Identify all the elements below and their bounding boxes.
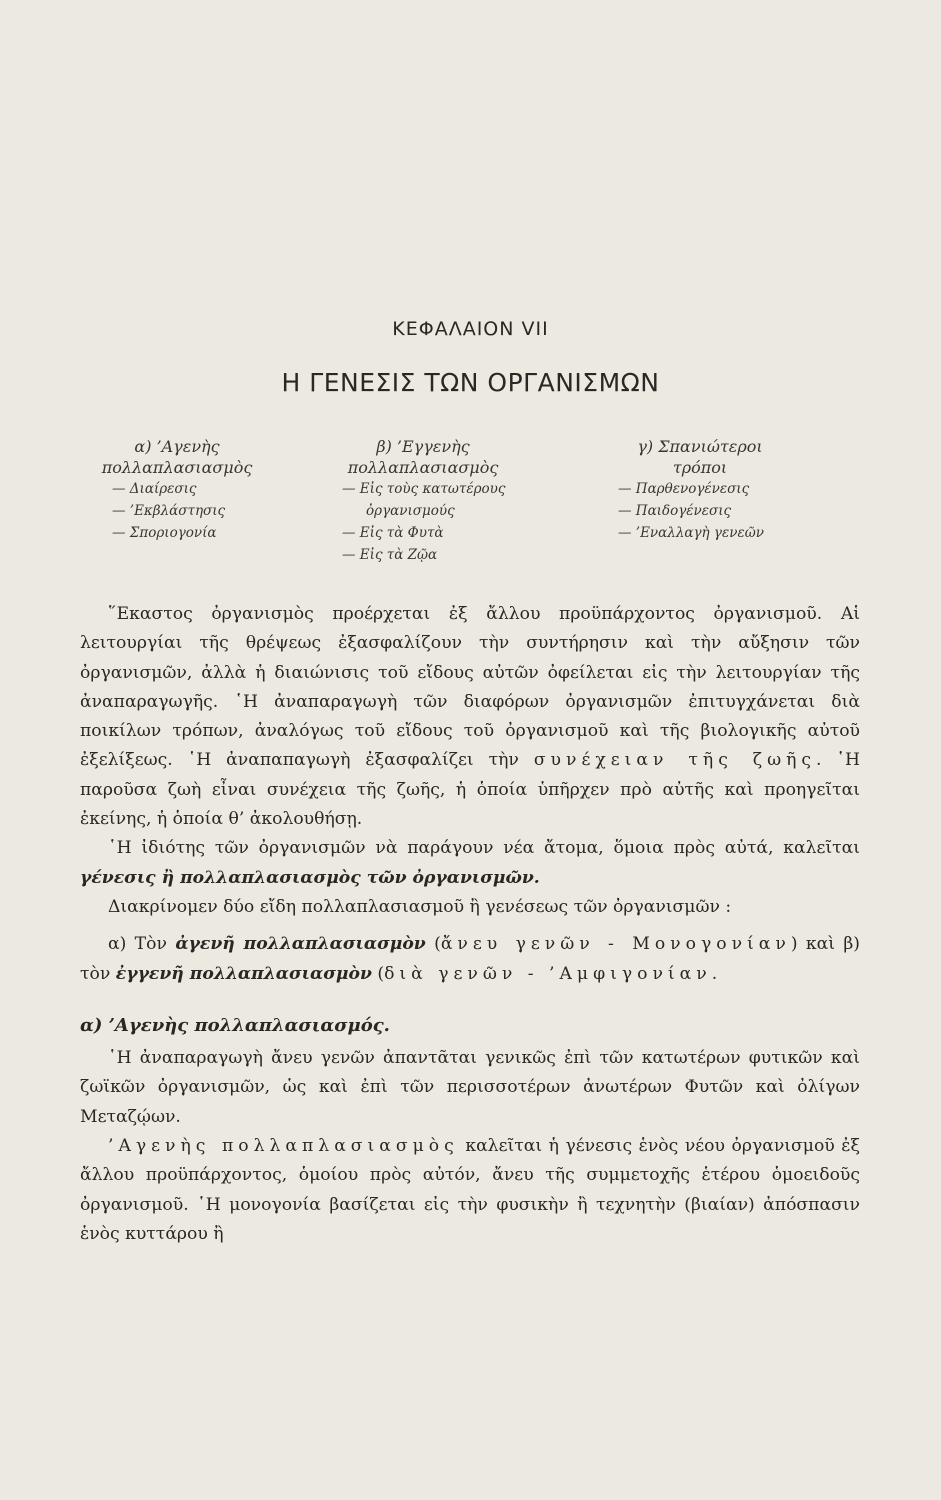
outline-item: — ’Εναλλαγὴ γενεῶν (618, 525, 764, 541)
outline-item: — Εἰς τὰ Φυτὰ (342, 525, 444, 541)
paragraph (80, 893, 860, 922)
emphasis-spaced: ’Αγενὴς πολλαπλασιασμὸς (108, 1136, 459, 1157)
paragraph (80, 930, 860, 989)
emphasis-spaced: ἄνευ γενῶν - Μονογονίαν (440, 934, 791, 955)
text: Διακρίνομεν δύο εἴδη πολλαπλασιασμοῦ ἢ γενέσεως τῶν ὀργανισμῶν : (108, 896, 732, 917)
outline-item: — Σποριογονία (112, 525, 217, 541)
text: ῾Η ἀναπαραγωγὴ ἄνευ γενῶν ἀπαντᾶται γενικῶς ἐπὶ τῶν κατωτέρων φυτικῶν καὶ ζωϊκῶν ὀργανισμῶν, ὡς καὶ ἐπὶ τῶν περισσοτέρων ἀνωτέρων Φυτῶν καὶ ὀλίγων Μεταζῴων. (80, 1048, 860, 1127)
outline-heading: τρόποι (672, 458, 728, 477)
outline-column-rarer (600, 436, 800, 544)
outline-item: ὀργανισμούς (366, 503, 455, 519)
body-text (80, 600, 860, 1249)
outline-item: — Εἰς τὰ Ζῷα (342, 547, 438, 563)
chapter-label: ΚΕΦΑΛΑΙΟΝ VII (392, 318, 549, 340)
text: ῞Εκαστος ὀργανισμὸς προέρχεται ἐξ ἄλλου προϋπάρχοντος ὀργανισμοῦ. Αἱ λειτουργίαι τῆς θρέψεως ἐξασφαλίζουν τὴν συντήρησιν καὶ τὴν αὔξησιν τῶν ὀργανισμῶν, ἀλλὰ ἡ διαιώνισις τοῦ εἴδους αὐτῶν ὀφείλεται εἰς τὴν λειτουργίαν τῆς ἀναπαραγωγῆς. ῾Η ἀναπαραγωγὴ τῶν διαφόρων ὀργανισμῶν ἐπιτυγχάνεται διὰ ποικίλων τρόπων, ἀναλόγως τοῦ εἴδους τοῦ ὀργανισμοῦ καὶ τῆς βιολογικῆς αὐτοῦ ἐξελίξεως. ῾Η ἀναπαπαγωγὴ ἐξασφαλίζει τὴν (80, 604, 860, 771)
paragraph (80, 1044, 860, 1132)
text: καλεῖται ἡ γένεσις ἑνὸς νέου ὀργανισμοῦ ἐξ ἄλλου προϋπάρχοντος, ὁμοίου πρὸς αὐτόν, ἄνευ τῆς συμμετοχῆς ἑτέρου ὁμοειδοῦς ὀργανισμοῦ. ῾Η μονογονία βασίζεται εἰς τὴν φυσικὴν ἢ τεχνητὴν (βιαίαν) ἀπόσπασιν ἑνὸς κυττάρου ἢ (80, 1136, 860, 1244)
outline-item: — Διαίρεσις (112, 481, 197, 497)
outline-column-sexual (318, 436, 528, 566)
outline-item: — Παρθενογένεσις (618, 481, 750, 497)
paragraph (80, 834, 860, 893)
text: α) Τὸν (108, 934, 167, 955)
chapter-title: Η ΓΕΝΕΣΙΣ ΤΩΝ ΟΡΓΑΝΙΣΜΩΝ (281, 368, 660, 397)
emphasis-spaced: συνέχειαν τῆς ζωῆς (533, 750, 817, 771)
paragraph (80, 600, 860, 834)
emphasis-bold: ἐγγενῆ πολλαπλασιασμὸν (115, 963, 372, 984)
text: . (711, 963, 718, 984)
emphasis-bold: ἀγενῆ πολλαπλασιασμὸν (175, 934, 426, 955)
outline-item: — ’Εκβλάστησις (112, 503, 226, 519)
chapter-outline (0, 436, 941, 596)
outline-column-asexual (82, 436, 272, 544)
outline-item: — Εἰς τοὺς κατωτέρους (342, 481, 506, 497)
text: ) καὶ β) τὸν (80, 934, 860, 984)
emphasis-bold: γένεσις ἢ πολλαπλασιασμὸς τῶν ὀργανισμῶν. (80, 867, 540, 888)
text: ( (377, 963, 385, 984)
text: ( (434, 934, 441, 955)
text: ῾Η ἰδιότης τῶν ὀργανισμῶν νὰ παράγουν νέα ἄτομα, ὅμοια πρὸς αὐτά, καλεῖται (108, 838, 860, 859)
outline-heading: πολλαπλασιασμὸς (347, 458, 499, 477)
text: . ῾Η παροῦσα ζωὴ εἶναι συνέχεια τῆς ζωῆς, ἡ ὁποία ὑπῆρχεν πρὸ αὐτῆς καὶ προηγεῖται ἐκείνης, ἡ ὁποία θ’ ἀκολουθήσῃ. (80, 750, 860, 830)
section-heading: α) ’Αγενὴς πολλαπλασιασμός. (80, 1014, 390, 1036)
outline-heading: β) ’Εγγενὴς (376, 437, 470, 456)
outline-heading: α) ’Αγενὴς (134, 437, 220, 456)
paragraph (80, 1132, 860, 1249)
outline-heading: πολλαπλασιασμὸς (101, 458, 253, 477)
outline-heading: γ) Σπανιώτεροι (637, 437, 763, 456)
outline-item: — Παιδογένεσις (618, 503, 732, 519)
emphasis-spaced: διὰ γενῶν - ’Αμφιγονίαν (384, 963, 712, 984)
